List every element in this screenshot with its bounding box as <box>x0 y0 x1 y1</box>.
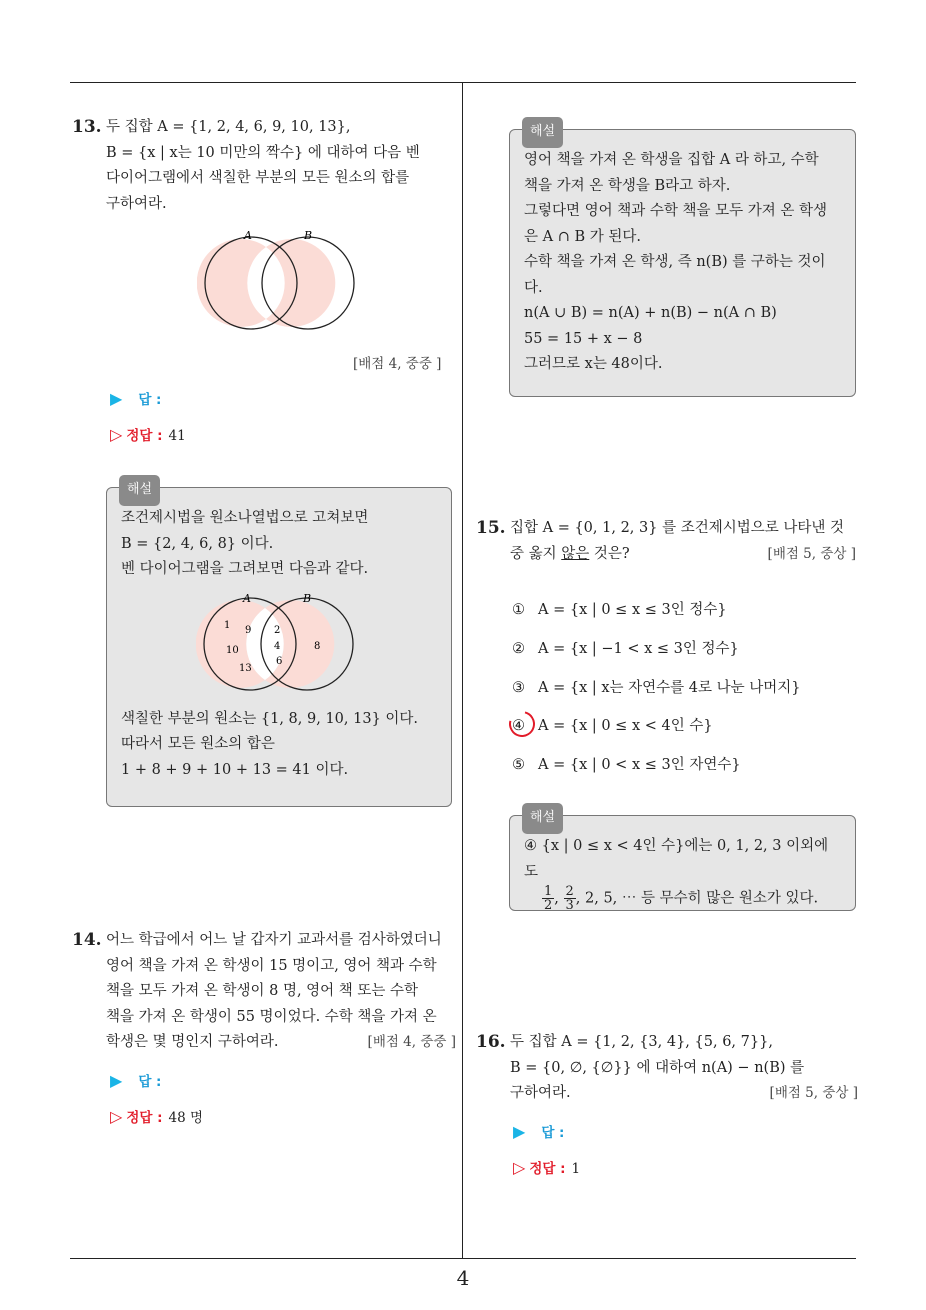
question-number: 15. <box>476 518 506 538</box>
venn-number: 8 <box>314 641 321 652</box>
venn-number: 4 <box>274 641 281 652</box>
option-number: ③ <box>512 680 525 696</box>
venn-number: 13 <box>239 663 252 674</box>
venn-label-a: A <box>243 592 251 605</box>
venn-diagram-q13 <box>197 226 367 336</box>
play-icon: ▶ <box>513 1122 526 1141</box>
selected-answer-circle-icon <box>504 706 540 742</box>
venn-number: 2 <box>274 625 281 636</box>
option-1[interactable] <box>512 598 727 619</box>
solution-tag: 해설 <box>522 117 563 148</box>
answer-line <box>110 388 161 408</box>
solution-line: 수학 책을 가져 온 학생, 즉 n(B) 를 구하는 것이 <box>524 254 826 270</box>
answer-label: 답 : <box>138 1074 162 1090</box>
solution-line: 책을 가져 온 학생을 B라고 하자. <box>524 177 731 194</box>
solution-line: B = {2, 4, 6, 8} 이다. <box>121 535 274 552</box>
question-text: 것은? <box>589 545 630 562</box>
answer-line <box>513 1121 564 1141</box>
venn-label-b: B <box>304 229 313 242</box>
question-line: B = {x | x는 10 미만의 짝수} 에 대하여 다음 벤 <box>106 144 420 161</box>
option-text: A = {x | x는 자연수를 4로 나눈 나머지} <box>538 680 801 696</box>
solution-line: 그러므로 x는 48이다. <box>524 356 663 372</box>
solution-tag: 해설 <box>119 475 160 506</box>
question-line: 두 집합 A = {1, 2, 4, 6, 9, 10, 13}, <box>106 119 351 135</box>
points-label: [배점 5, 중상 ] <box>769 1085 858 1101</box>
question-line: 책을 가져 온 학생이 55 명이었다. 수학 책을 가져 온 <box>106 1008 437 1025</box>
question-13 <box>72 115 456 217</box>
option-2[interactable] <box>512 637 739 658</box>
answer-line <box>110 1070 161 1090</box>
venn-label-a: A <box>244 229 252 242</box>
fraction: $\frac{1}{2}$ <box>544 884 553 913</box>
solution-line: 은 A ∩ B 가 된다. <box>524 228 641 245</box>
solution-tag: 해설 <box>522 803 563 834</box>
question-line: 집합 A = {0, 1, 2, 3} 를 조건제시법으로 나타낸 것 <box>510 520 844 536</box>
question-line: 영어 책을 가져 온 학생이 15 명이고, 영어 책과 수학 <box>106 957 437 974</box>
question-line: 어느 학급에서 어느 날 갑자기 교과서를 검사하였더니 <box>106 932 442 948</box>
answer-label: 답 : <box>541 1125 565 1141</box>
solution-line: 1 + 8 + 9 + 10 + 13 = 41 이다. <box>121 761 349 778</box>
solution-line: 색칠한 부분의 원소는 {1, 8, 9, 10, 13} 이다. <box>121 710 419 727</box>
question-line: 학생은 몇 명인지 구하여라. <box>106 1034 279 1050</box>
question-line: 두 집합 A = {1, 2, {3, 4}, {5, 6, 7}}, <box>510 1034 773 1050</box>
question-number: 13. <box>72 117 102 137</box>
column-divider <box>462 83 463 1258</box>
triangle-outline-icon: ▷ <box>513 1158 526 1177</box>
solution-line: 영어 책을 가져 온 학생을 집합 A 라 하고, 수학 <box>524 152 819 168</box>
solution-line: 벤 다이어그램을 그려보면 다음과 같다. <box>121 561 369 577</box>
correct-answer-line <box>110 424 186 444</box>
question-line: 구하여라. <box>510 1085 571 1101</box>
option-text: A = {x | −1 < x ≤ 3인 정수} <box>538 641 739 657</box>
option-3[interactable] <box>512 676 801 697</box>
question-line: 다이어그램에서 색칠한 부분의 모든 원소의 합를 <box>106 170 410 186</box>
question-text: 중 옳지 <box>510 545 562 562</box>
solution-line: 그렇다면 영어 책과 수학 책을 모두 가져 온 학생 <box>524 203 828 219</box>
question-line: B = {0, ∅, {∅}} 에 대하여 n(A) − n(B) 를 <box>510 1059 805 1076</box>
question-line: 구하여라. <box>106 195 167 212</box>
correct-value: 1 <box>571 1161 581 1177</box>
solution-text: , 2, 5, ⋯ 등 무수히 많은 원소가 있다. <box>575 890 819 907</box>
venn-number: 1 <box>224 620 231 631</box>
solution-line: 따라서 모든 원소의 합은 <box>121 736 275 752</box>
question-14 <box>72 928 456 1056</box>
option-text: A = {x | 0 ≤ x < 4인 수} <box>538 718 713 734</box>
option-number: ② <box>512 641 525 657</box>
solution-line: 조건제시법을 원소나열법으로 고쳐보면 <box>121 510 369 526</box>
question-16 <box>476 1030 858 1107</box>
venn-label-b: B <box>303 592 312 605</box>
option-number: ⑤ <box>512 757 525 773</box>
top-rule <box>70 82 856 83</box>
answer-label: 답 : <box>138 392 162 408</box>
play-icon: ▶ <box>110 389 123 408</box>
correct-label: 정답 : <box>126 1110 163 1126</box>
correct-answer-line <box>513 1157 580 1177</box>
solution-line: 55 = 15 + x − 8 <box>524 330 643 347</box>
venn-number: 9 <box>245 625 252 636</box>
option-number: ① <box>512 602 525 618</box>
play-icon: ▶ <box>110 1071 123 1090</box>
page-number: 4 <box>456 1266 470 1290</box>
solution-line: 다. <box>524 279 543 296</box>
triangle-outline-icon: ▷ <box>110 1107 123 1126</box>
points-label: [배점 4, 중중 ] <box>367 1034 456 1050</box>
correct-answer-line <box>110 1106 203 1126</box>
option-text: A = {x | 0 < x ≤ 3인 자연수} <box>538 757 741 773</box>
question-number: 16. <box>476 1032 506 1052</box>
bottom-rule <box>70 1258 856 1259</box>
venn-number: 10 <box>226 645 239 656</box>
correct-label: 정답 : <box>529 1161 566 1177</box>
question-number: 14. <box>72 930 102 950</box>
correct-value: 48 명 <box>168 1110 204 1126</box>
solution-line: n(A ∪ B) = n(A) + n(B) − n(A ∩ B) <box>524 305 777 321</box>
underlined-word: 않은 <box>561 545 590 562</box>
option-4[interactable] <box>512 714 713 735</box>
correct-label: 정답 : <box>126 428 163 444</box>
solution-line: ④ {x | 0 ≤ x < 4인 수}에는 0, 1, 2, 3 이외에도 <box>524 838 829 880</box>
solution-box-14 <box>509 124 856 397</box>
triangle-outline-icon: ▷ <box>110 425 123 444</box>
fraction: $\frac{2}{3}$ <box>565 884 574 913</box>
option-number: ④ <box>512 718 525 734</box>
solution-box-15: 해설 ④ {x | 0 ≤ x < 4인 수}에는 0, 1, 2, 3 이외에도 $\frac{1}{2}$ , $\frac{2}{3}$ , 2, 5, ⋯ 등 무수히 많은 원소가 있다. <box>509 815 856 911</box>
points-label: [배점 5, 중상 ] <box>767 545 856 562</box>
question-15 <box>476 516 856 567</box>
option-text: A = {x | 0 ≤ x ≤ 3인 정수} <box>538 602 727 618</box>
correct-value: 41 <box>168 428 186 444</box>
question-line: 책을 모두 가져 온 학생이 8 명, 영어 책 또는 수학 <box>106 983 419 999</box>
option-5[interactable] <box>512 753 741 774</box>
venn-diagram-solution <box>196 592 366 692</box>
venn-number: 6 <box>276 656 283 667</box>
points-label: [배점 4, 중중 ] <box>353 356 442 372</box>
